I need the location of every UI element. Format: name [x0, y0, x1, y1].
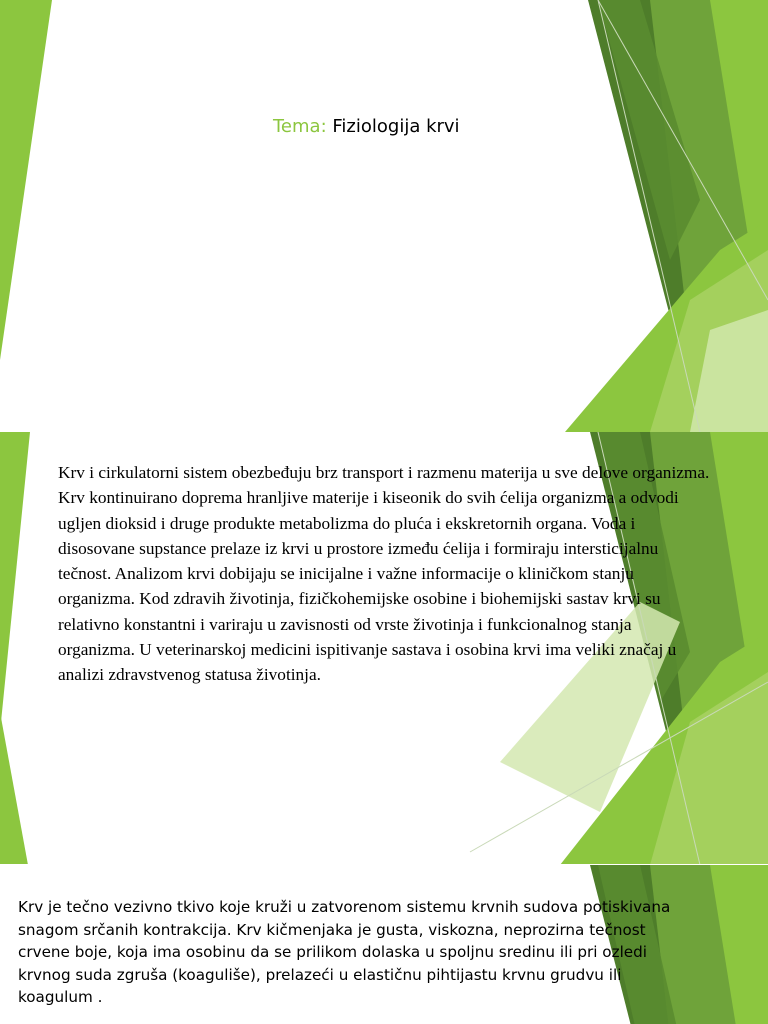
slide-title [0, 0, 768, 432]
green-facets-decoration [0, 0, 768, 432]
definition-paragraph: Krv je tečno vezivno tkivo koje kruži u zatvorenom sistemu krvnih sudova potiskivana snagom srčanih kontrakcija. Krv kičmenjaka je gusta, viskozna, neprozirna tečnost crvene boje, koja ima osobinu da se prilikom dolaska u spoljnu sredinu ili pri ozledi krvnog suda zgruša (koaguliše), prelazeći u elastičnu pihtijastu krvnu grudvu ili koagulum . [18, 898, 671, 1007]
title-prefix: Tema: [273, 116, 327, 137]
slide-definition [0, 865, 768, 1024]
intro-paragraph: Krv i cirkulatorni sistem obezbeđuju brz transport i razmenu materija u sve delove organizma. Krv kontinuirano doprema hranljive materije i kiseonik do svih ćelija organizma a odvodi ugljen dioksid i druge produkte metabolizma do pluća i ekskretornih organa. Voda i disosovane supstance prelaze iz krvi u prostore između ćelija i formiraju intersticijalnu tečnost. Analizom krvi dobijaju se inicijalne i važne informacije o kliničkom stanju organizma. Kod zdravih životinja, fizičkohemijske osobine i biohemijski sastav krvi su relativno konstantni i variraju u zavisnosti od vrste životinja i funkcionalnog stanja organizma. U veterinarskoj medicini ispitivanje sastava i osobina krvi ima veliki značaj u analizi zdravstvenog statusa životinja. [58, 463, 710, 685]
slide-intro [0, 432, 768, 865]
title-text: Fiziologija krvi [332, 116, 460, 137]
